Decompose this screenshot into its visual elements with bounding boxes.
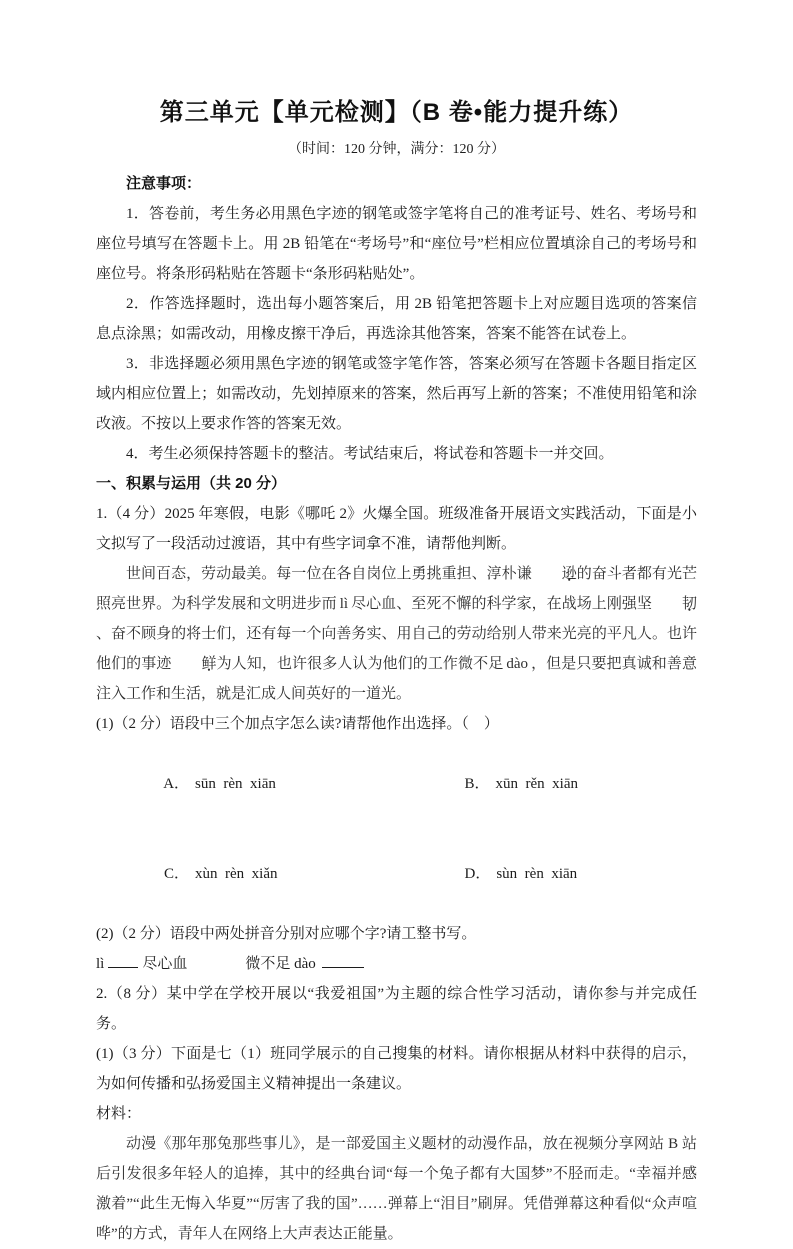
inline-pinyin: lì — [339, 596, 349, 612]
fill-in-line — [96, 949, 697, 979]
options-row-2 — [96, 829, 697, 919]
option-a-label: A． — [163, 776, 190, 792]
notice-item-3: 3．非选择题必须用黑色字迹的钢笔或签字笔作答，答案必须写在答题卡各题目指定区域内相应位置上；如需改动，先划掉原来的答案，然后再写上新的答案；不准使用铅笔和涂改液。不按以上要求作答的答案无效。 — [96, 356, 697, 432]
question-2-stem: 2.（8 分）某中学在学校开展以“我爱祖国”为主题的综合性学习活动，请你参与并完成任务。 — [96, 986, 697, 1032]
notice-item-2: 2．作答选择题时，选出每小题答案后，用 2B 铅笔把答题卡上对应题目选项的答案信息点涂黑；如需改动，用橡皮擦干净后，再选涂其他答案，答案不能答在试卷上。 — [96, 296, 697, 342]
answer-blank-2 — [322, 954, 364, 968]
notice-heading: 注意事项： — [126, 175, 202, 192]
option-a-pinyin: sūn rèn xiān — [195, 776, 276, 792]
option-b-pinyin: xūn rěn xiān — [495, 776, 578, 792]
passage-text: 的奋斗者都有光芒照亮世界。为科学发展和文明进步而 — [96, 566, 697, 612]
option-c-pinyin: xùn rèn xiǎn — [195, 866, 278, 882]
option-d-label: D． — [464, 866, 491, 882]
fill-word-jinxinxue: 尽心血 — [142, 956, 188, 972]
answer-blank-1 — [108, 954, 138, 968]
material-paragraph: 动漫《那年那兔那些事儿》，是一部爱国主义题材的动漫作品，放在视频分享网站 B 站后引发很多年轻人的追捧，其中的经典台词“每一个兔子都有大国梦”不胫而走。“幸福并感激着”“此生无悔入华夏”“厉害了我的国”……弹幕上“泪目”刷屏。凭借弹幕这种看似“众声喧哗”的方式，青年人在网络上大声表达正能量。 — [96, 1136, 697, 1242]
notice-item-4: 4．考生必须保持答题卡的整洁。考试结束后，将试卷和答题卡一并交回。 — [126, 446, 614, 462]
question-1-passage — [96, 559, 697, 709]
option-a — [96, 739, 397, 829]
question-1-sub2-stem: (2)（2 分）语段中两处拼音分别对应哪个字?请工整书写。 — [96, 926, 477, 942]
question-1-sub1-stem: (1)（2 分）语段中三个加点字怎么读?请帮他作出选择。（ ） — [96, 716, 499, 732]
option-c — [96, 829, 397, 919]
exam-time-score-subtitle: （时间：120 分钟，满分：120 分） — [288, 142, 505, 157]
options-row-1 — [96, 739, 697, 829]
exam-title: 第三单元【单元检测】（B 卷•能力提升练） — [159, 99, 634, 126]
fill-phrase-weibuzu-dao: 微不足 dào — [245, 956, 316, 972]
passage-text: 尽心血、至死不懈的科学家，在战场上刚强坚 — [351, 596, 652, 612]
question-2-sub1-stem: (1)（3 分）下面是七（1）班同学展示的自己搜集的材料。请你根据从材料中获得的启示，为如何传播和弘扬爱国主义精神提出一条建议。 — [96, 1046, 697, 1092]
passage-text: 为人知，也许很多人认为他们的工作微不足 — [216, 656, 504, 672]
notice-item-1: 1．答卷前，考生务必用黑色字迹的钢笔或签字笔将自己的准考证号、姓名、考场号和座位号填写在答题卡上。用 2B 铅笔在“考场号”和“座位号”栏相应位置填涂自己的考场号和座位号。将条形码粘贴在答题卡“条形码粘贴处”。 — [96, 206, 697, 282]
question-1-stem: 1.（4 分）2025 年寒假，电影《哪吒 2》火爆全国。班级准备开展语文实践活动，下面是小文拟写了一段活动过渡语，其中有些字词拿不准，请帮他判断。 — [96, 506, 697, 552]
inline-pinyin: dào — [506, 656, 528, 672]
option-b-label: B． — [464, 776, 490, 792]
emphasized-char: 韧 • — [652, 589, 697, 619]
section-1-heading: 一、积累与运用（共 20 分） — [96, 475, 287, 492]
option-d — [397, 829, 698, 919]
emphasized-char: 逊 • — [532, 559, 577, 589]
emphasized-char: 鲜 • — [171, 649, 216, 679]
option-d-pinyin: sùn rèn xiān — [496, 866, 578, 882]
option-c-label: C． — [164, 866, 190, 882]
fill-pinyin-li: lì — [96, 956, 105, 972]
passage-text: ，但是只要把真诚和善意注入工作和生活，就是汇成人间英好的一道光。 — [96, 656, 697, 702]
material-label: 材料： — [96, 1106, 142, 1122]
passage-text: 世间百态，劳动最美。每一位在各自岗位上勇挑重担、淳朴谦 — [126, 566, 532, 582]
passage-text: 、奋不顾身的将士们，还有每一个向善务实、用自己的劳动给别人带来光亮的平凡人。也许他们的事迹 — [96, 626, 697, 672]
option-b — [397, 739, 698, 829]
exam-body — [0, 169, 793, 1249]
